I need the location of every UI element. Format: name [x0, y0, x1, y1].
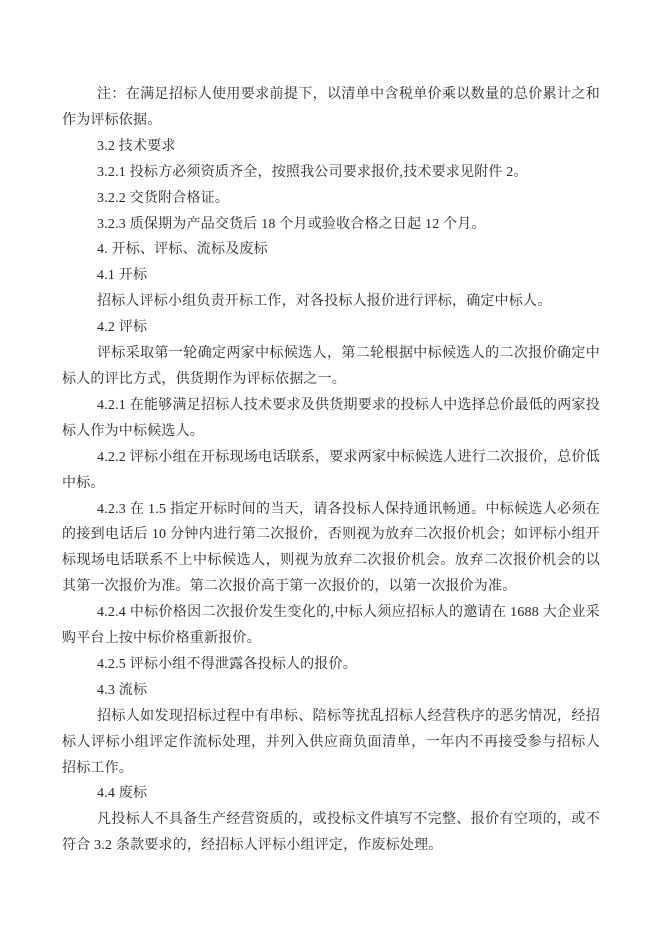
paragraph: 3.2.3 质保期为产品交货后 18 个月或验收合格之日起 12 个月。	[97, 216, 486, 232]
paragraph: 4.2.5 评标小组不得泄露各投标人的报价。	[97, 656, 357, 672]
section-heading: 4.3 流标	[97, 682, 148, 698]
paragraph: 4.2.4 中标价格因二次报价发生变化的,中标人须应招标人的邀请在 1688 大企业采购平台上按中标价格重新报价。	[62, 605, 600, 647]
section-heading: 4. 开标、评标、流标及废标	[97, 242, 268, 258]
paragraph: 评标采取第一轮确定两家中标候选人，第二轮根据中标候选人的二次报价确定中标人的评比方式，供货期作为评标依据之一。	[62, 346, 600, 387]
section-heading: 3.2 技术要求	[97, 138, 176, 154]
paragraph: 凡投标人不具备生产经营资质的，或投标文件填写不完整、报价有空项的，或不符合 3.2 条款要求的，经招标人评标小组评定，作废标处理。	[62, 812, 600, 854]
paragraph: 3.2.2 交货附合格证。	[97, 190, 230, 206]
section-heading: 4.1 开标	[97, 268, 148, 284]
section-heading: 4.2 评标	[97, 320, 148, 336]
paragraph: 4.2.3 在 1.5 指定开标时间的当天，请各投标人保持通讯畅通。中标候选人必须在的接到电话后 10 分钟内进行第二次报价，否则视为放弃二次报价机会；如评标小组开标现场电话联系不上中标候选人，则视为放弃二次报价机会。放弃二次报价机会的以其第一次报价为准。第二次报价高于第一次报价的，以第一次报价为准。	[62, 501, 600, 595]
paragraph: 招标人评标小组负责开标工作，对各投标人报价进行评标，确定中标人。	[97, 294, 552, 310]
paragraph: 招标人如发现招标过程中有串标、陪标等扰乱招标人经营秩序的恶劣情况，经招标人评标小组评定作流标处理，并列入供应商负面清单，一年内不再接受参与招标人招标工作。	[62, 708, 600, 776]
paragraph: 4.2.1 在能够满足招标人技术要求及供货期要求的投标人中选择总价最低的两家投标人作为中标候选人。	[62, 397, 600, 439]
paragraph: 4.2.2 评标小组在开标现场电话联系，要求两家中标候选人进行二次报价，总价低中标。	[62, 449, 600, 491]
document-body	[62, 82, 600, 859]
note-paragraph: 注：在满足招标人使用要求前提下，以清单中含税单价乘以数量的总价累计之和作为评标依据。	[62, 87, 600, 128]
section-heading: 4.4 废标	[97, 786, 148, 802]
paragraph: 3.2.1 投标方必须资质齐全，按照我公司要求报价,技术要求见附件 2。	[97, 164, 528, 180]
